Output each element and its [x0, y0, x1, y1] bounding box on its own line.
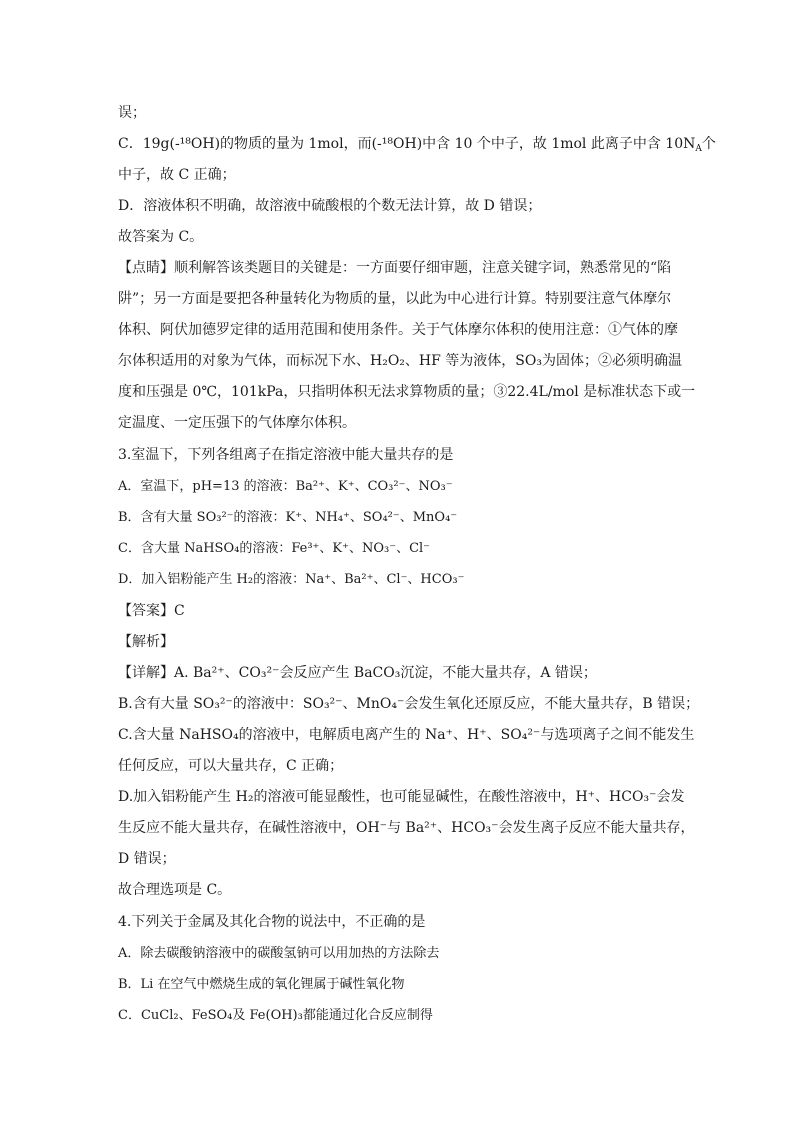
- question-title: 3.室温下，下列各组离子在指定溶液中能大量共存的是: [118, 447, 454, 463]
- text-line: 定温度、一定压强下的气体摩尔体积。: [118, 415, 356, 431]
- text-line: 【详解】A. Ba²⁺、CO₃²⁻会反应产生 BaCO₃沉淀，不能大量共存，A 错误；: [118, 665, 597, 681]
- text-line: C.含大量 NaHSO₄的溶液中，电解质电离产生的 Na⁺、H⁺、SO₄²⁻与选项离子之间不能发生: [118, 727, 695, 743]
- text-segment: 个: [701, 136, 716, 152]
- text-line: 【点睛】顺利解答该类题目的关键是：一方面要仔细审题，注意关键字词，熟悉常见的“陷: [118, 260, 672, 276]
- option-a: A．除去碳酸钠溶液中的碳酸氢钠可以用加热的方法除去: [118, 946, 440, 961]
- text-segment: C．19g(-¹⁸OH)的物质的量为 1mol，而(-¹⁸OH)中含 10 个中子，故 1mol 此离子中含 10N: [118, 136, 696, 152]
- option-c: C．含大量 NaHSO₄的溶液：Fe³⁺、K⁺、NO₃⁻、Cl⁻: [118, 541, 431, 556]
- text-line: 误；: [118, 105, 146, 121]
- text-line: 尔体积适用的对象为气体，而标况下水、H₂O₂、HF 等为液体，SO₃为固体；②必须明确温: [118, 353, 682, 369]
- option-c: C．CuCl₂、FeSO₄及 Fe(OH)₃都能通过化合反应制得: [118, 1008, 433, 1023]
- text-line: 体积、阿伏加德罗定律的适用范围和使用条件。关于气体摩尔体积的使用注意：①气体的摩: [118, 322, 678, 338]
- text-line: D 错误；: [118, 851, 176, 867]
- text-line: 故合理选项是 C。: [118, 882, 232, 898]
- text-line: 生反应不能大量共存，在碱性溶液中，OH⁻与 Ba²⁺、HCO₃⁻会发生离子反应不能大量共存，: [118, 820, 695, 836]
- answer-label: 【答案】C: [118, 603, 185, 619]
- analysis-label: 【解析】: [118, 634, 174, 650]
- text-line: 度和压强是 0℃，101kPa，只指明体积无法求算物质的量；③22.4L/mol 是标准状态下或一: [118, 384, 696, 400]
- question-title: 4.下列关于金属及其化合物的说法中，不正确的是: [118, 914, 426, 930]
- option-d: D．加入铝粉能产生 H₂的溶液：Na⁺、Ba²⁺、Cl⁻、HCO₃⁻: [118, 572, 465, 587]
- text-line: 任何反应，可以大量共存，C 正确；: [118, 758, 344, 774]
- text-line: D．溶液体积不明确，故溶液中硫酸根的个数无法计算，故 D 错误；: [118, 198, 542, 214]
- text-line: 阱”；另一方面是要把各种量转化为物质的量，以此为中心进行计算。特别要注意气体摩尔: [118, 291, 672, 307]
- text-line: 故答案为 C。: [118, 229, 204, 245]
- text-line: B.含有大量 SO₃²⁻的溶液中：SO₃²⁻、MnO₄⁻会发生氧化还原反应，不能大量共存，B 错误；: [118, 696, 700, 712]
- option-b: B．含有大量 SO₃²⁻的溶液：K⁺、NH₄⁺、SO₄²⁻、MnO₄⁻: [118, 510, 458, 525]
- option-a: A．室温下，pH=13 的溶液：Ba²⁺、K⁺、CO₃²⁻、NO₃⁻: [118, 479, 453, 494]
- subscript: A: [695, 144, 702, 154]
- text-line: D.加入铝粉能产生 H₂的溶液可能显酸性，也可能显碱性，在酸性溶液中，H⁺、HCO₃⁻会发: [118, 789, 685, 805]
- option-b: B．Li 在空气中燃烧生成的氧化锂属于碱性氧化物: [118, 977, 405, 992]
- text-line: [118, 134, 716, 159]
- text-line: 中子，故 C 正确；: [118, 167, 236, 183]
